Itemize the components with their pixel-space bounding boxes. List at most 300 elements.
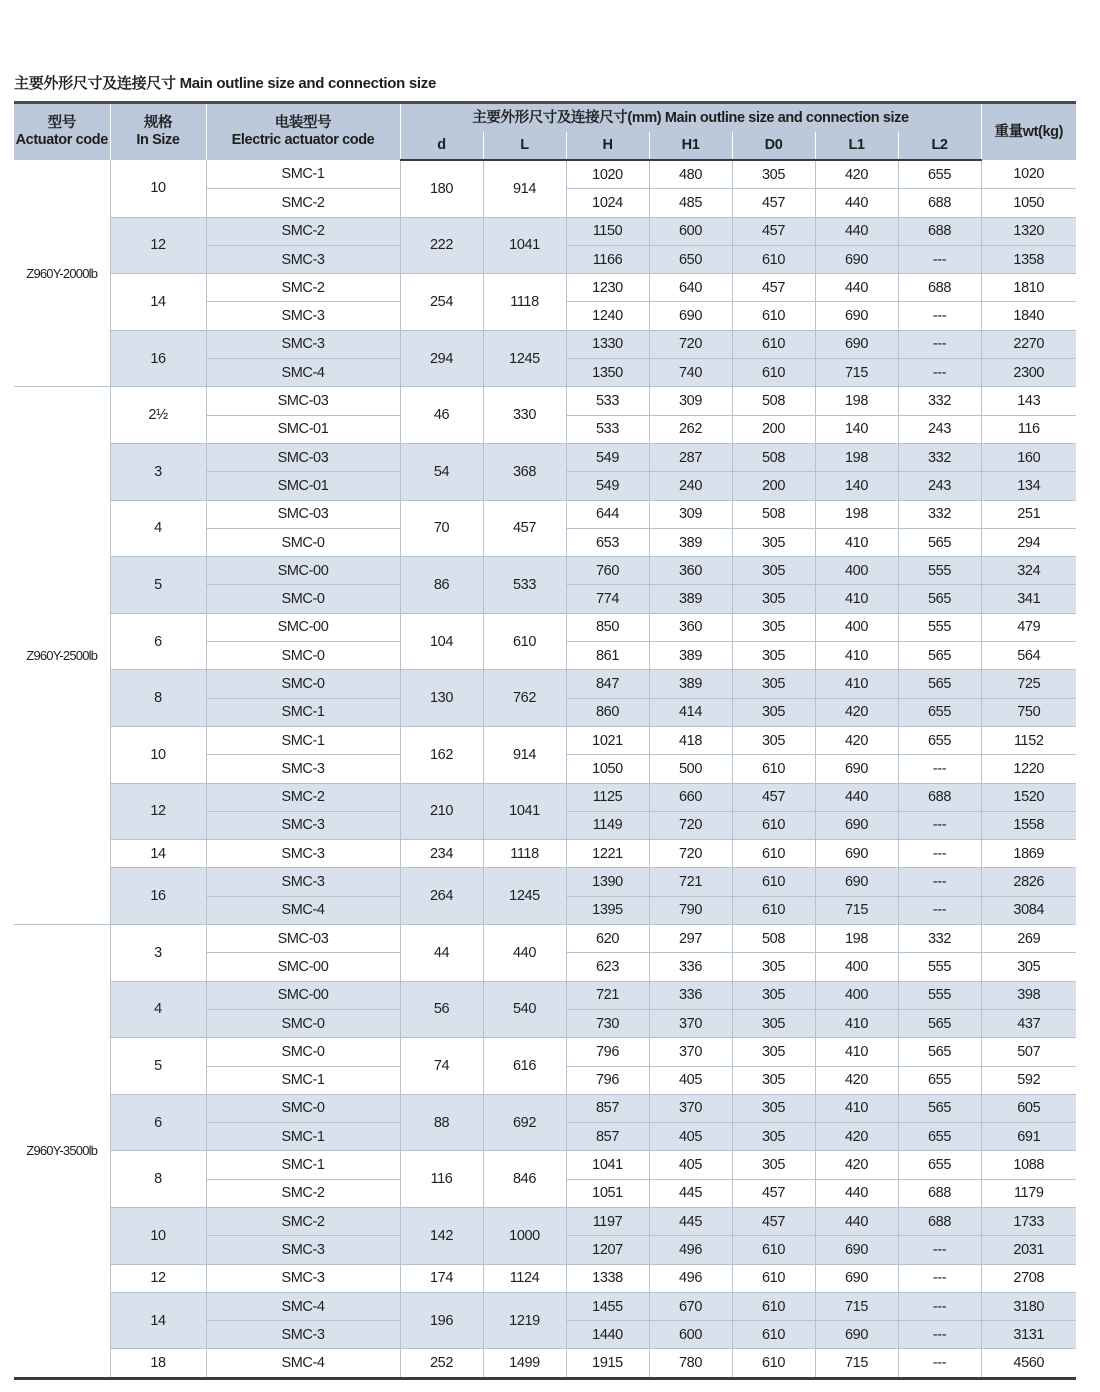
- size-cell: 10: [110, 1207, 206, 1264]
- l1-cell: 440: [815, 217, 898, 245]
- l1-cell: 690: [815, 755, 898, 783]
- h1-cell: 287: [649, 443, 732, 471]
- h1-cell: 496: [649, 1264, 732, 1292]
- h-cell: 1041: [566, 1151, 649, 1179]
- h-cell: 796: [566, 1066, 649, 1094]
- l2-cell: 688: [898, 783, 981, 811]
- h1-cell: 485: [649, 189, 732, 217]
- h-cell: 1149: [566, 811, 649, 839]
- size-cell: 10: [110, 160, 206, 217]
- l2-cell: 655: [898, 726, 981, 754]
- h-cell: 620: [566, 925, 649, 953]
- electric-actuator-cell: SMC-0: [206, 1094, 400, 1122]
- weight-cell: 691: [981, 1123, 1076, 1151]
- electric-actuator-cell: SMC-0: [206, 670, 400, 698]
- electric-actuator-cell: SMC-1: [206, 698, 400, 726]
- l2-cell: 555: [898, 557, 981, 585]
- h-cell: 857: [566, 1094, 649, 1122]
- d0-cell: 610: [732, 1236, 815, 1264]
- electric-actuator-cell: SMC-2: [206, 274, 400, 302]
- l1-cell: 440: [815, 189, 898, 217]
- l2-cell: ---: [898, 302, 981, 330]
- d-cell: 88: [400, 1094, 483, 1151]
- electric-actuator-cell: SMC-2: [206, 1207, 400, 1235]
- electric-actuator-cell: SMC-00: [206, 981, 400, 1009]
- weight-cell: 605: [981, 1094, 1076, 1122]
- l2-cell: ---: [898, 811, 981, 839]
- table-body: [14, 160, 1076, 1378]
- l-cell: 440: [483, 925, 566, 982]
- l-cell: 540: [483, 981, 566, 1038]
- electric-actuator-cell: SMC-2: [206, 783, 400, 811]
- h-cell: 1197: [566, 1207, 649, 1235]
- l2-cell: 655: [898, 1066, 981, 1094]
- electric-actuator-cell: SMC-3: [206, 330, 400, 358]
- electric-actuator-cell: SMC-2: [206, 189, 400, 217]
- d0-cell: 610: [732, 245, 815, 273]
- h1-cell: 389: [649, 585, 732, 613]
- l1-cell: 140: [815, 472, 898, 500]
- table-row: [14, 217, 1076, 245]
- size-cell: 12: [110, 783, 206, 840]
- d-cell: 174: [400, 1264, 483, 1292]
- h1-cell: 660: [649, 783, 732, 811]
- size-cell: 14: [110, 1292, 206, 1349]
- weight-cell: 564: [981, 642, 1076, 670]
- l-cell: 1041: [483, 783, 566, 840]
- h-cell: 861: [566, 642, 649, 670]
- l1-cell: 400: [815, 613, 898, 641]
- h1-cell: 720: [649, 840, 732, 868]
- h1-cell: 650: [649, 245, 732, 273]
- header-dimensions-group: 主要外形尺寸及连接尺寸(mm) Main outline size and connection size: [400, 103, 981, 133]
- l1-cell: 420: [815, 726, 898, 754]
- header-weight: 重量wt(kg): [981, 103, 1076, 161]
- header-col-l2: L2: [898, 132, 981, 160]
- l1-cell: 440: [815, 1207, 898, 1235]
- electric-actuator-cell: SMC-0: [206, 642, 400, 670]
- weight-cell: 1558: [981, 811, 1076, 839]
- h-cell: 1020: [566, 160, 649, 189]
- size-cell: 12: [110, 1264, 206, 1292]
- h-cell: 549: [566, 472, 649, 500]
- l2-cell: 565: [898, 1038, 981, 1066]
- l1-cell: 410: [815, 1094, 898, 1122]
- h1-cell: 405: [649, 1151, 732, 1179]
- h1-cell: 309: [649, 500, 732, 528]
- h1-cell: 262: [649, 415, 732, 443]
- d0-cell: 457: [732, 1207, 815, 1235]
- weight-cell: 2031: [981, 1236, 1076, 1264]
- table-row: [14, 160, 1076, 189]
- l1-cell: 715: [815, 1349, 898, 1378]
- d0-cell: 305: [732, 670, 815, 698]
- table-row: [14, 1038, 1076, 1066]
- l2-cell: ---: [898, 1349, 981, 1378]
- d0-cell: 305: [732, 642, 815, 670]
- l1-cell: 690: [815, 1236, 898, 1264]
- d0-cell: 200: [732, 415, 815, 443]
- l1-cell: 690: [815, 330, 898, 358]
- electric-actuator-cell: SMC-2: [206, 217, 400, 245]
- electric-actuator-cell: SMC-03: [206, 925, 400, 953]
- l2-cell: ---: [898, 868, 981, 896]
- l1-cell: 420: [815, 1151, 898, 1179]
- size-cell: 6: [110, 1094, 206, 1151]
- d0-cell: 610: [732, 896, 815, 924]
- h-cell: 1395: [566, 896, 649, 924]
- table-row: [14, 981, 1076, 1009]
- electric-actuator-cell: SMC-3: [206, 1236, 400, 1264]
- h1-cell: 370: [649, 1038, 732, 1066]
- l1-cell: 420: [815, 1123, 898, 1151]
- actuator-code-cell: Z960Y-2000lb: [14, 160, 110, 387]
- l2-cell: ---: [898, 330, 981, 358]
- d0-cell: 305: [732, 557, 815, 585]
- size-cell: 10: [110, 726, 206, 783]
- l1-cell: 440: [815, 274, 898, 302]
- l1-cell: 410: [815, 585, 898, 613]
- l1-cell: 420: [815, 160, 898, 189]
- h-cell: 1221: [566, 840, 649, 868]
- h1-cell: 360: [649, 613, 732, 641]
- electric-actuator-cell: SMC-03: [206, 443, 400, 471]
- h1-cell: 309: [649, 387, 732, 415]
- weight-cell: 1733: [981, 1207, 1076, 1235]
- d-cell: 222: [400, 217, 483, 274]
- l2-cell: ---: [898, 840, 981, 868]
- weight-cell: 324: [981, 557, 1076, 585]
- page-title: 主要外形尺寸及连接尺寸 Main outline size and connection size: [14, 75, 437, 92]
- size-cell: 4: [110, 500, 206, 557]
- l1-cell: 690: [815, 811, 898, 839]
- l1-cell: 715: [815, 1292, 898, 1320]
- d0-cell: 305: [732, 1038, 815, 1066]
- electric-actuator-cell: SMC-3: [206, 1321, 400, 1349]
- l2-cell: 688: [898, 1179, 981, 1207]
- l2-cell: 655: [898, 698, 981, 726]
- d0-cell: 305: [732, 1009, 815, 1037]
- electric-actuator-cell: SMC-4: [206, 359, 400, 387]
- h1-cell: 336: [649, 981, 732, 1009]
- l1-cell: 715: [815, 359, 898, 387]
- size-cell: 16: [110, 330, 206, 387]
- d-cell: 86: [400, 557, 483, 614]
- l2-cell: 565: [898, 585, 981, 613]
- electric-actuator-cell: SMC-3: [206, 868, 400, 896]
- table-row: [14, 557, 1076, 585]
- l-cell: 1118: [483, 840, 566, 868]
- h-cell: 774: [566, 585, 649, 613]
- l1-cell: 440: [815, 783, 898, 811]
- electric-actuator-cell: SMC-3: [206, 840, 400, 868]
- h1-cell: 500: [649, 755, 732, 783]
- d0-cell: 305: [732, 1151, 815, 1179]
- h1-cell: 720: [649, 811, 732, 839]
- l2-cell: 565: [898, 528, 981, 556]
- h1-cell: 240: [649, 472, 732, 500]
- electric-actuator-cell: SMC-1: [206, 1151, 400, 1179]
- d0-cell: 610: [732, 302, 815, 330]
- h-cell: 644: [566, 500, 649, 528]
- table-row: [14, 1292, 1076, 1320]
- l2-cell: 688: [898, 1207, 981, 1235]
- d-cell: 180: [400, 160, 483, 217]
- l-cell: 533: [483, 557, 566, 614]
- header-col-d0: D0: [732, 132, 815, 160]
- table-row: [14, 670, 1076, 698]
- l1-cell: 690: [815, 302, 898, 330]
- electric-actuator-cell: SMC-0: [206, 585, 400, 613]
- d0-cell: 200: [732, 472, 815, 500]
- l2-cell: 565: [898, 1009, 981, 1037]
- h-cell: 1166: [566, 245, 649, 273]
- header-col-l1: L1: [815, 132, 898, 160]
- weight-cell: 1810: [981, 274, 1076, 302]
- electric-actuator-cell: SMC-1: [206, 160, 400, 189]
- h-cell: 857: [566, 1123, 649, 1151]
- l2-cell: 555: [898, 981, 981, 1009]
- weight-cell: 2300: [981, 359, 1076, 387]
- header-col-h: H: [566, 132, 649, 160]
- l2-cell: 688: [898, 217, 981, 245]
- l1-cell: 690: [815, 1321, 898, 1349]
- d0-cell: 508: [732, 387, 815, 415]
- h-cell: 1440: [566, 1321, 649, 1349]
- d0-cell: 305: [732, 953, 815, 981]
- electric-actuator-cell: SMC-0: [206, 1009, 400, 1037]
- weight-cell: 160: [981, 443, 1076, 471]
- weight-cell: 1320: [981, 217, 1076, 245]
- weight-cell: 1520: [981, 783, 1076, 811]
- electric-actuator-cell: SMC-3: [206, 811, 400, 839]
- size-cell: 6: [110, 613, 206, 670]
- h1-cell: 445: [649, 1207, 732, 1235]
- header-actuator-code: 型号 Actuator code: [14, 103, 110, 161]
- h-cell: 850: [566, 613, 649, 641]
- l-cell: 368: [483, 443, 566, 500]
- weight-cell: 2270: [981, 330, 1076, 358]
- d-cell: 70: [400, 500, 483, 557]
- size-cell: 8: [110, 1151, 206, 1208]
- l1-cell: 690: [815, 840, 898, 868]
- d0-cell: 610: [732, 1264, 815, 1292]
- weight-cell: 116: [981, 415, 1076, 443]
- l-cell: 1041: [483, 217, 566, 274]
- weight-cell: 1152: [981, 726, 1076, 754]
- weight-cell: 750: [981, 698, 1076, 726]
- l2-cell: 555: [898, 613, 981, 641]
- l1-cell: 440: [815, 1179, 898, 1207]
- h1-cell: 740: [649, 359, 732, 387]
- weight-cell: 1050: [981, 189, 1076, 217]
- l2-cell: 243: [898, 415, 981, 443]
- size-cell: 12: [110, 217, 206, 274]
- d-cell: 254: [400, 274, 483, 331]
- l2-cell: ---: [898, 896, 981, 924]
- electric-actuator-cell: SMC-01: [206, 472, 400, 500]
- weight-cell: 507: [981, 1038, 1076, 1066]
- d-cell: 234: [400, 840, 483, 868]
- weight-cell: 1358: [981, 245, 1076, 273]
- d0-cell: 305: [732, 613, 815, 641]
- electric-actuator-cell: SMC-01: [206, 415, 400, 443]
- h1-cell: 389: [649, 528, 732, 556]
- header-size: 规格 In Size: [110, 103, 206, 161]
- l2-cell: 688: [898, 274, 981, 302]
- l2-cell: 332: [898, 500, 981, 528]
- weight-cell: 2708: [981, 1264, 1076, 1292]
- h-cell: 1915: [566, 1349, 649, 1378]
- h1-cell: 720: [649, 330, 732, 358]
- h-cell: 1021: [566, 726, 649, 754]
- electric-actuator-cell: SMC-00: [206, 613, 400, 641]
- weight-cell: 3180: [981, 1292, 1076, 1320]
- weight-cell: 437: [981, 1009, 1076, 1037]
- h-cell: 847: [566, 670, 649, 698]
- l2-cell: 655: [898, 1151, 981, 1179]
- l-cell: 914: [483, 160, 566, 217]
- d0-cell: 610: [732, 359, 815, 387]
- weight-cell: 1840: [981, 302, 1076, 330]
- h-cell: 1207: [566, 1236, 649, 1264]
- d-cell: 264: [400, 868, 483, 925]
- h1-cell: 640: [649, 274, 732, 302]
- d0-cell: 457: [732, 217, 815, 245]
- l2-cell: 243: [898, 472, 981, 500]
- electric-actuator-cell: SMC-03: [206, 500, 400, 528]
- l2-cell: ---: [898, 1321, 981, 1349]
- h1-cell: 480: [649, 160, 732, 189]
- electric-actuator-cell: SMC-00: [206, 953, 400, 981]
- h-cell: 1350: [566, 359, 649, 387]
- weight-cell: 1869: [981, 840, 1076, 868]
- h1-cell: 405: [649, 1066, 732, 1094]
- table-row: [14, 500, 1076, 528]
- h1-cell: 496: [649, 1236, 732, 1264]
- l1-cell: 198: [815, 925, 898, 953]
- l1-cell: 715: [815, 896, 898, 924]
- size-cell: 3: [110, 925, 206, 982]
- l-cell: 457: [483, 500, 566, 557]
- table-row: [14, 330, 1076, 358]
- d-cell: 56: [400, 981, 483, 1038]
- d-cell: 130: [400, 670, 483, 727]
- size-cell: 5: [110, 557, 206, 614]
- l1-cell: 410: [815, 670, 898, 698]
- table-row: [14, 783, 1076, 811]
- header-electric-actuator: 电装型号 Electric actuator code: [206, 103, 400, 161]
- l-cell: 1000: [483, 1207, 566, 1264]
- d-cell: 210: [400, 783, 483, 840]
- h1-cell: 414: [649, 698, 732, 726]
- weight-cell: 479: [981, 613, 1076, 641]
- l1-cell: 198: [815, 443, 898, 471]
- electric-actuator-cell: SMC-1: [206, 1123, 400, 1151]
- d0-cell: 305: [732, 1094, 815, 1122]
- l1-cell: 400: [815, 557, 898, 585]
- d0-cell: 305: [732, 981, 815, 1009]
- h-cell: 1051: [566, 1179, 649, 1207]
- h1-cell: 721: [649, 868, 732, 896]
- weight-cell: 269: [981, 925, 1076, 953]
- l-cell: 1245: [483, 330, 566, 387]
- weight-cell: 1179: [981, 1179, 1076, 1207]
- l1-cell: 140: [815, 415, 898, 443]
- l-cell: 1219: [483, 1292, 566, 1349]
- electric-actuator-cell: SMC-00: [206, 557, 400, 585]
- electric-actuator-cell: SMC-0: [206, 1038, 400, 1066]
- electric-actuator-cell: SMC-1: [206, 1066, 400, 1094]
- weight-cell: 143: [981, 387, 1076, 415]
- electric-actuator-cell: SMC-03: [206, 387, 400, 415]
- d-cell: 46: [400, 387, 483, 444]
- l2-cell: 688: [898, 189, 981, 217]
- weight-cell: 725: [981, 670, 1076, 698]
- size-cell: 8: [110, 670, 206, 727]
- d0-cell: 610: [732, 811, 815, 839]
- electric-actuator-cell: SMC-3: [206, 302, 400, 330]
- d0-cell: 610: [732, 1292, 815, 1320]
- d-cell: 74: [400, 1038, 483, 1095]
- d0-cell: 610: [732, 868, 815, 896]
- h-cell: 730: [566, 1009, 649, 1037]
- l1-cell: 690: [815, 245, 898, 273]
- l2-cell: ---: [898, 1292, 981, 1320]
- size-cell: 16: [110, 868, 206, 925]
- h-cell: 796: [566, 1038, 649, 1066]
- table-row: [14, 1094, 1076, 1122]
- d0-cell: 610: [732, 1321, 815, 1349]
- electric-actuator-cell: SMC-1: [206, 726, 400, 754]
- l1-cell: 198: [815, 387, 898, 415]
- weight-cell: 592: [981, 1066, 1076, 1094]
- h-cell: 1455: [566, 1292, 649, 1320]
- h-cell: 1330: [566, 330, 649, 358]
- l2-cell: 565: [898, 670, 981, 698]
- size-cell: 18: [110, 1349, 206, 1378]
- electric-actuator-cell: SMC-0: [206, 528, 400, 556]
- h-cell: 1150: [566, 217, 649, 245]
- size-cell: 14: [110, 274, 206, 331]
- l-cell: 1124: [483, 1264, 566, 1292]
- d-cell: 104: [400, 613, 483, 670]
- electric-actuator-cell: SMC-4: [206, 896, 400, 924]
- h1-cell: 790: [649, 896, 732, 924]
- d-cell: 44: [400, 925, 483, 982]
- table-row: [14, 925, 1076, 953]
- table-row: [14, 726, 1076, 754]
- l1-cell: 400: [815, 953, 898, 981]
- d-cell: 142: [400, 1207, 483, 1264]
- table-row: [14, 1349, 1076, 1378]
- h1-cell: 389: [649, 642, 732, 670]
- l-cell: 616: [483, 1038, 566, 1095]
- electric-actuator-cell: SMC-2: [206, 1179, 400, 1207]
- h-cell: 653: [566, 528, 649, 556]
- h-cell: 623: [566, 953, 649, 981]
- d-cell: 116: [400, 1151, 483, 1208]
- h-cell: 721: [566, 981, 649, 1009]
- d0-cell: 610: [732, 1349, 815, 1378]
- h1-cell: 690: [649, 302, 732, 330]
- weight-cell: 134: [981, 472, 1076, 500]
- table-row: [14, 1207, 1076, 1235]
- electric-actuator-cell: SMC-3: [206, 245, 400, 273]
- l1-cell: 410: [815, 642, 898, 670]
- l-cell: 914: [483, 726, 566, 783]
- weight-cell: 294: [981, 528, 1076, 556]
